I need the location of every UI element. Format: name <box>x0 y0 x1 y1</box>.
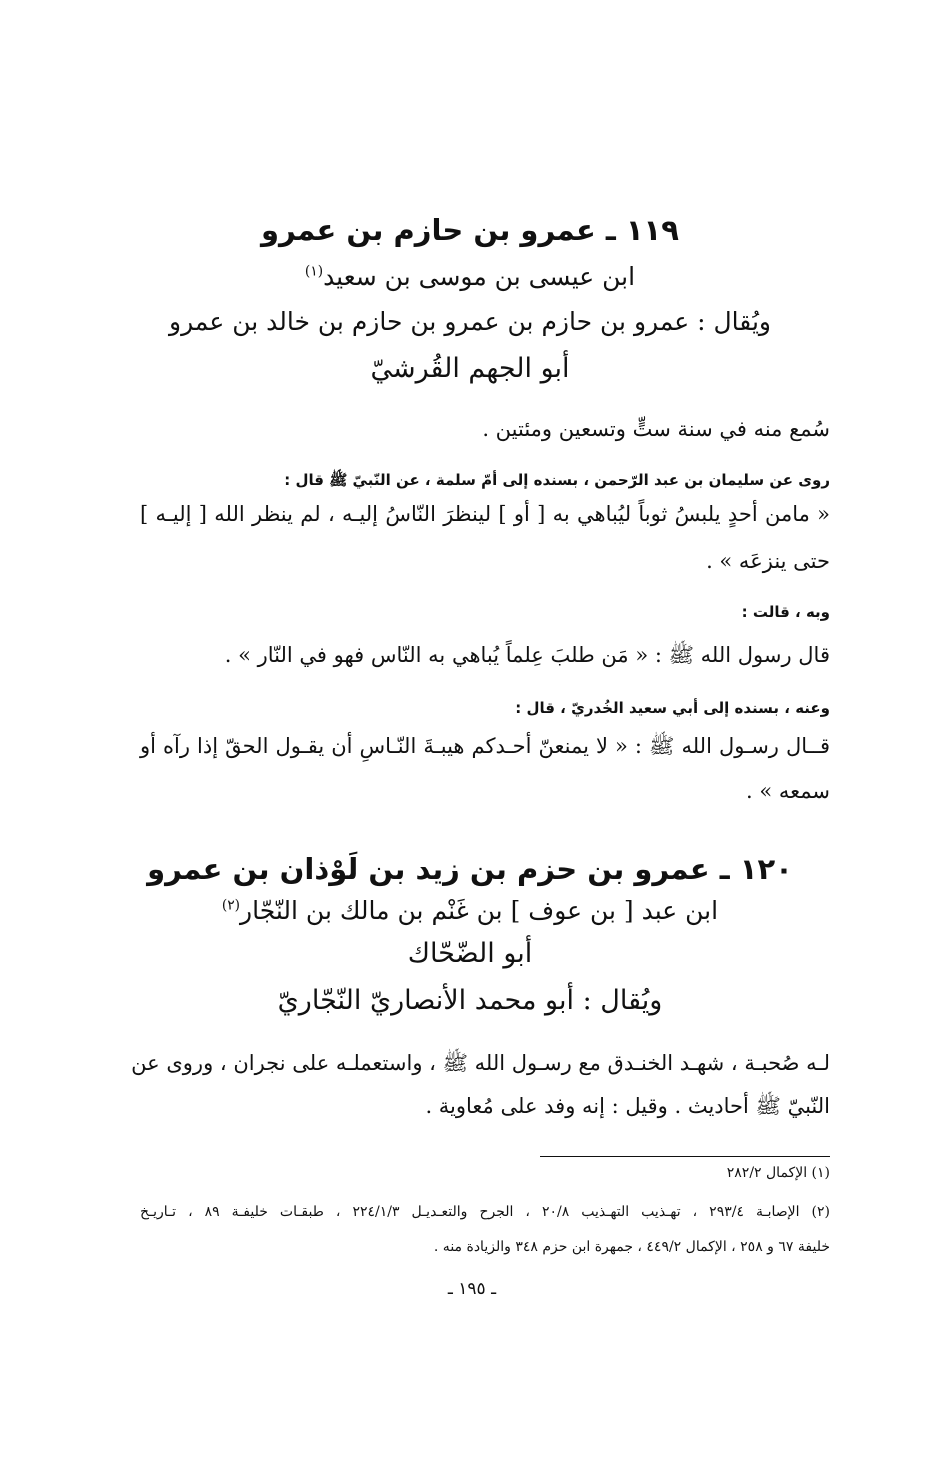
entry-119-hadith-1-line-1: « مامن أحدٍ يلبسُ ثوباً ليُباهي به [ أو ] لينظرَ النّاسُ إليـه ، لم ينظر الله [ إليـه ] <box>140 502 830 526</box>
footnote-2-line-1: (٢) الإصابـة ٢٩٣/٤ ، تهـذيب التهـذيب ٢٠/٨ ، الجرح والتعـديـل ٢٢٤/١/٣ ، طبقـات خليفـة ٨٩ ، تـاريـخ <box>140 1204 830 1220</box>
entry-119-kunya: أبو الجهم القُرشيّ <box>370 353 570 384</box>
entry-119-hadith-3-line-2: سمعه » . <box>746 779 830 803</box>
entry-119-heard: سُمع منه في سنة ستٍّ وتسعين ومئتين . <box>482 417 830 441</box>
footnote-1: (١) الإكمال ٢٨٢/٢ <box>726 1165 830 1181</box>
entry-119-alt-name: ويُقال : عمرو بن حازم بن عمرو بن حازم بن خالد بن عمرو <box>169 307 771 336</box>
entry-120-alt-kunya: ويُقال : أبو محمد الأنصاريّ النّجّاريّ <box>277 985 663 1016</box>
entry-119-hadith-2: قال رسول الله ﷺ : « مَن طلبَ عِلماً يُباهي به النّاس فهو في النّار » . <box>224 643 830 667</box>
entry-119-chain-2: وبه ، قالت : <box>741 603 830 621</box>
entry-120-lineage <box>100 896 840 925</box>
footnote-ref-1: (١) <box>304 263 324 280</box>
entry-120-kunya: أبو الضّحّاك <box>407 938 533 969</box>
entry-119-lineage-text: ابن عيسى بن موسى بن سعيد <box>323 262 636 291</box>
entry-119-hadith-1-line-2: حتى ينزعَه » . <box>706 549 830 573</box>
entry-120-bio-line-2: النّبيّ ﷺ أحاديث . وقيل : إنه وفد على مُعاوية . <box>425 1094 830 1118</box>
entry-119-chain-1: روى عن سليمان بن عبد الرّحمن ، بسنده إلى أمّ سلمة ، عن النّبيّ ﷺ قال : <box>284 471 830 489</box>
entry-119-lineage <box>100 262 840 291</box>
footnote-ref-2: (٢) <box>221 897 241 914</box>
entry-120-title: ١٢٠ ـ عمرو بن حزم بن زيد بن لَوْذان بن عمرو <box>147 852 793 886</box>
entry-119-chain-3: وعنه ، بسنده إلى أبي سعيد الخُدريّ ، قال : <box>515 699 830 717</box>
page-number: ـ ١٩٥ ـ <box>447 1279 497 1299</box>
entry-119-title: ١١٩ ـ عمرو بن حازم بن عمرو <box>261 213 679 247</box>
entry-119-hadith-3-line-1: قــال رسـول الله ﷺ : « لا يمنعنّ أحـدكم هيبـةَ النّـاسِ أن يقـول الحقّ إذا رآه أو <box>140 734 830 758</box>
entry-120-bio-line-1: لـه صُحبـة ، شهـد الخنـدق مع رسـول الله ﷺ ، واستعملـه على نجران ، وروى عن <box>131 1051 830 1075</box>
footnote-2-line-2: خليفة ٦٧ و ٢٥٨ ، الإكمال ٤٤٩/٢ ، جمهرة ابن حزم ٣٤٨ والزيادة منه . <box>433 1239 830 1255</box>
entry-120-lineage-text: ابن عبد [ بن عوف ] بن غَنْم بن مالك بن النّجّار <box>240 896 719 925</box>
footnote-divider <box>540 1156 830 1157</box>
